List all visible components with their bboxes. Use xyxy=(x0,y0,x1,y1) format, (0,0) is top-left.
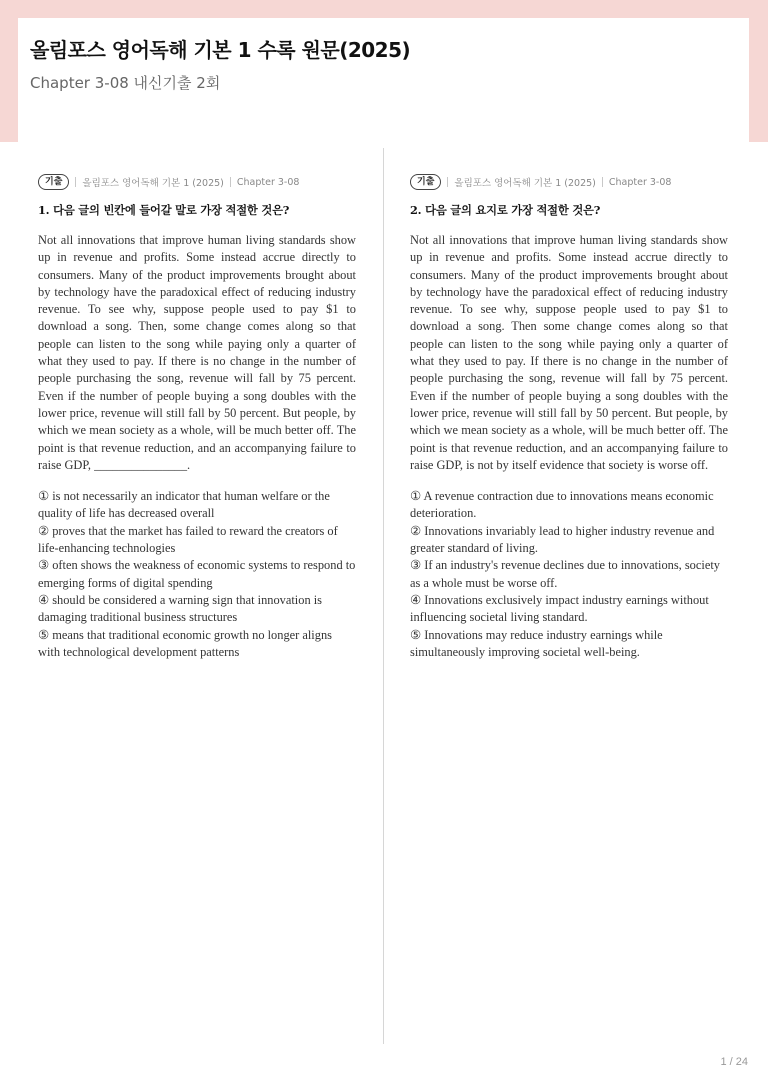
option-4: ④ Innovations exclusively impact industry earnings without influencing societal living standard. xyxy=(410,592,709,625)
option-1: ① is not necessarily an indicator that human welfare or the quality of life has decreased overall xyxy=(38,489,330,521)
question-meta xyxy=(38,174,356,190)
meta-separator xyxy=(602,177,603,187)
option-3: ③ If an industry's revenue declines due to innovations, society as a whole must be worse off. xyxy=(410,558,720,590)
option-1: ① A revenue contraction due to innovations means economic deterioration. xyxy=(410,489,714,521)
meta-separator xyxy=(75,177,76,187)
chapter-label: Chapter 3-08 xyxy=(608,176,672,188)
document-subtitle: Chapter 3-08 내신기출 2회 xyxy=(30,74,221,92)
column-divider xyxy=(383,148,384,1044)
meta-separator xyxy=(230,177,231,187)
option-4: ④ should be considered a warning sign that innovation is damaging traditional business structures xyxy=(38,592,322,625)
answer-options xyxy=(410,488,728,661)
option-2: ② Innovations invariably lead to higher industry revenue and greater standard of living. xyxy=(410,523,715,556)
source-label: 올림포스 영어독해 기본 1 (2025) xyxy=(454,178,596,189)
exam-badge: 기출 xyxy=(38,174,69,190)
chapter-label: Chapter 3-08 xyxy=(236,176,300,188)
meta-separator xyxy=(447,177,448,187)
option-5: ⑤ means that traditional economic growth no longer aligns with technological development patterns xyxy=(38,627,332,659)
document-title: 올림포스 영어독해 기본 1 수록 원문(2025) xyxy=(30,38,411,62)
page-number: 1 / 24 xyxy=(720,1056,748,1068)
question-block-2 xyxy=(410,174,728,661)
passage-text: Not all innovations that improve human living standards show up in revenue and profits. Some instead accrue directly to consumers. Many of the product improvements brought about by technology have the paradoxical effect of reducing industry revenue. To see why, suppose people used to pay $1 to download a song. Then some change comes along so that people can listen to the song while paying only a quarter of what they used to pay. If there is no change in the number of people purchasing the song, revenue will fall by 75 percent. Even if the number of people buying a song doubles with the lower price, revenue will still fall by 50 percent. But people, by which we mean society as a whole, will be much better off. The point is that revenue reduction, and an accompanying failure to raise GDP, is not by itself evidence that society is worse off. xyxy=(410,233,728,472)
option-5: ⑤ Innovations may reduce industry earnings while simultaneously improving societal well-being. xyxy=(410,627,663,659)
answer-options xyxy=(38,488,356,661)
question-title: 2. 다음 글의 요지로 가장 적절한 것은? xyxy=(410,203,601,217)
exam-badge: 기출 xyxy=(410,174,441,190)
option-3: ③ often shows the weakness of economic systems to respond to emerging forms of digital spending xyxy=(38,558,356,590)
question-block-1 xyxy=(38,174,356,661)
source-label: 올림포스 영어독해 기본 1 (2025) xyxy=(82,178,224,189)
passage-text: Not all innovations that improve human living standards show up in revenue and profits. Some instead accrue directly to consumers. Many of the product improvements brought about by technology have the paradoxical effect of reducing industry revenue. To see why, suppose people used to pay $1 to download a song. Then, some change comes along so that people can listen to the song while paying only a quarter of what they used to pay. If there is no change in the number of people purchasing the song, revenue will fall by 75 percent. Even if the number of people buying a song doubles with the lower price, revenue will still fall by 50 percent. But people, by which we mean society as a whole, will be much better off. The point is that revenue reduction, and an accompanying failure to raise GDP, _______________. xyxy=(38,233,356,472)
option-2: ② proves that the market has failed to reward the creators of life-enhancing technologies xyxy=(38,523,338,556)
question-meta xyxy=(410,174,728,190)
question-title: 1. 다음 글의 빈칸에 들어갈 말로 가장 적절한 것은? xyxy=(38,203,290,217)
